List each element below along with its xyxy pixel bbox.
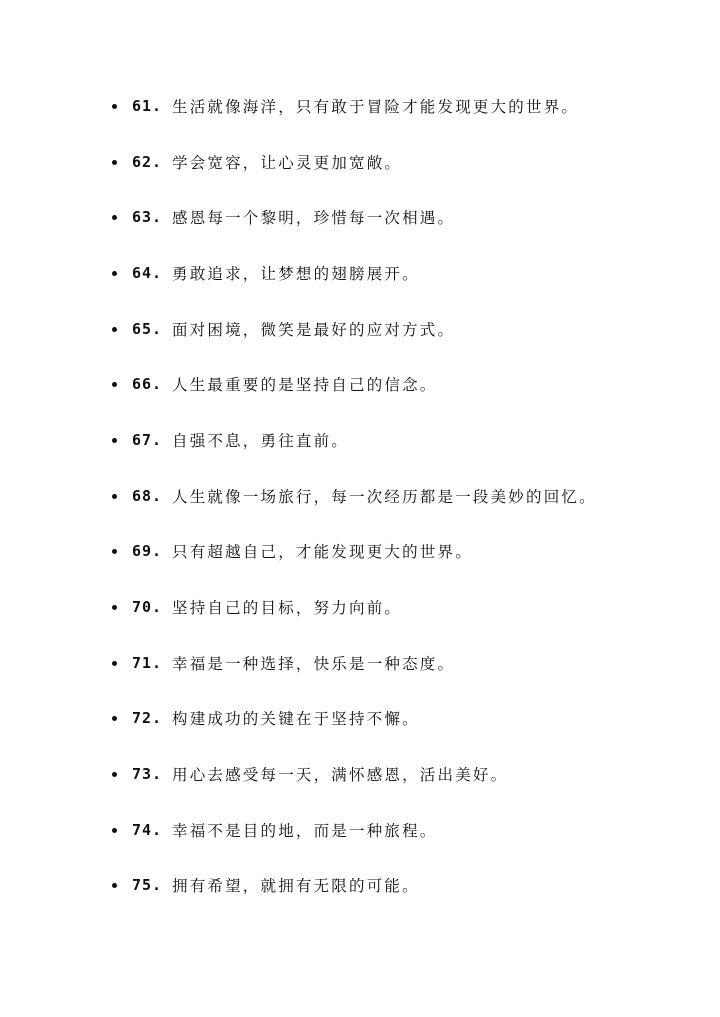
item-text: 自强不息，勇往直前。: [172, 431, 350, 450]
item-text: 人生就像一场旅行，每一次经历都是一段美妙的回忆。: [172, 487, 597, 506]
list-item: [0, 356, 720, 412]
bullet-icon: [112, 382, 117, 387]
item-text: 生活就像海洋，只有敢于冒险才能发现更大的世界。: [172, 97, 580, 116]
list-item: [0, 189, 720, 245]
list-item: [0, 524, 720, 580]
list-item: [0, 802, 720, 858]
bullet-icon: [112, 549, 117, 554]
list-item: [0, 691, 720, 747]
item-text: 感恩每一个黎明，珍惜每一次相遇。: [172, 209, 456, 228]
quote-list: [0, 78, 720, 913]
item-number: 70.: [132, 598, 163, 617]
item-text: 幸福是一种选择，快乐是一种态度。: [172, 654, 456, 673]
bullet-icon: [112, 605, 117, 610]
item-number: 74.: [132, 820, 163, 839]
list-item: [0, 245, 720, 301]
bullet-icon: [112, 494, 117, 499]
item-number: 63.: [132, 208, 163, 227]
item-number: 61.: [132, 96, 163, 115]
item-text: 学会宽容，让心灵更加宽敞。: [172, 153, 403, 172]
item-text: 勇敢追求，让梦想的翅膀展开。: [172, 264, 420, 283]
item-text: 只有超越自己，才能发现更大的世界。: [172, 543, 473, 562]
item-number: 64.: [132, 263, 163, 282]
list-item: [0, 746, 720, 802]
item-number: 68.: [132, 486, 163, 505]
bullet-icon: [112, 883, 117, 888]
list-item: [0, 134, 720, 190]
item-number: 73.: [132, 765, 163, 784]
bullet-icon: [112, 327, 117, 332]
list-item: [0, 468, 720, 524]
item-number: 69.: [132, 542, 163, 561]
bullet-icon: [112, 716, 117, 721]
item-text: 人生最重要的是坚持自己的信念。: [172, 376, 438, 395]
item-text: 幸福不是目的地，而是一种旅程。: [172, 821, 438, 840]
item-text: 面对困境，微笑是最好的应对方式。: [172, 320, 456, 339]
list-item: [0, 301, 720, 357]
bullet-icon: [112, 772, 117, 777]
list-item: [0, 579, 720, 635]
item-text: 用心去感受每一天，满怀感恩，活出美好。: [172, 766, 509, 785]
list-item: [0, 412, 720, 468]
bullet-icon: [112, 160, 117, 165]
bullet-icon: [112, 104, 117, 109]
list-item: [0, 635, 720, 691]
item-number: 66.: [132, 375, 163, 394]
item-text: 构建成功的关键在于坚持不懈。: [172, 710, 420, 729]
item-number: 62.: [132, 152, 163, 171]
item-number: 71.: [132, 653, 163, 672]
item-number: 65.: [132, 319, 163, 338]
item-text: 坚持自己的目标，努力向前。: [172, 599, 403, 618]
item-number: 72.: [132, 709, 163, 728]
item-number: 67.: [132, 430, 163, 449]
list-item: [0, 78, 720, 134]
item-number: 75.: [132, 876, 163, 895]
item-text: 拥有希望，就拥有无限的可能。: [172, 877, 420, 896]
bullet-icon: [112, 271, 117, 276]
bullet-icon: [112, 438, 117, 443]
bullet-icon: [112, 828, 117, 833]
list-item: [0, 858, 720, 914]
bullet-icon: [112, 215, 117, 220]
bullet-icon: [112, 661, 117, 666]
